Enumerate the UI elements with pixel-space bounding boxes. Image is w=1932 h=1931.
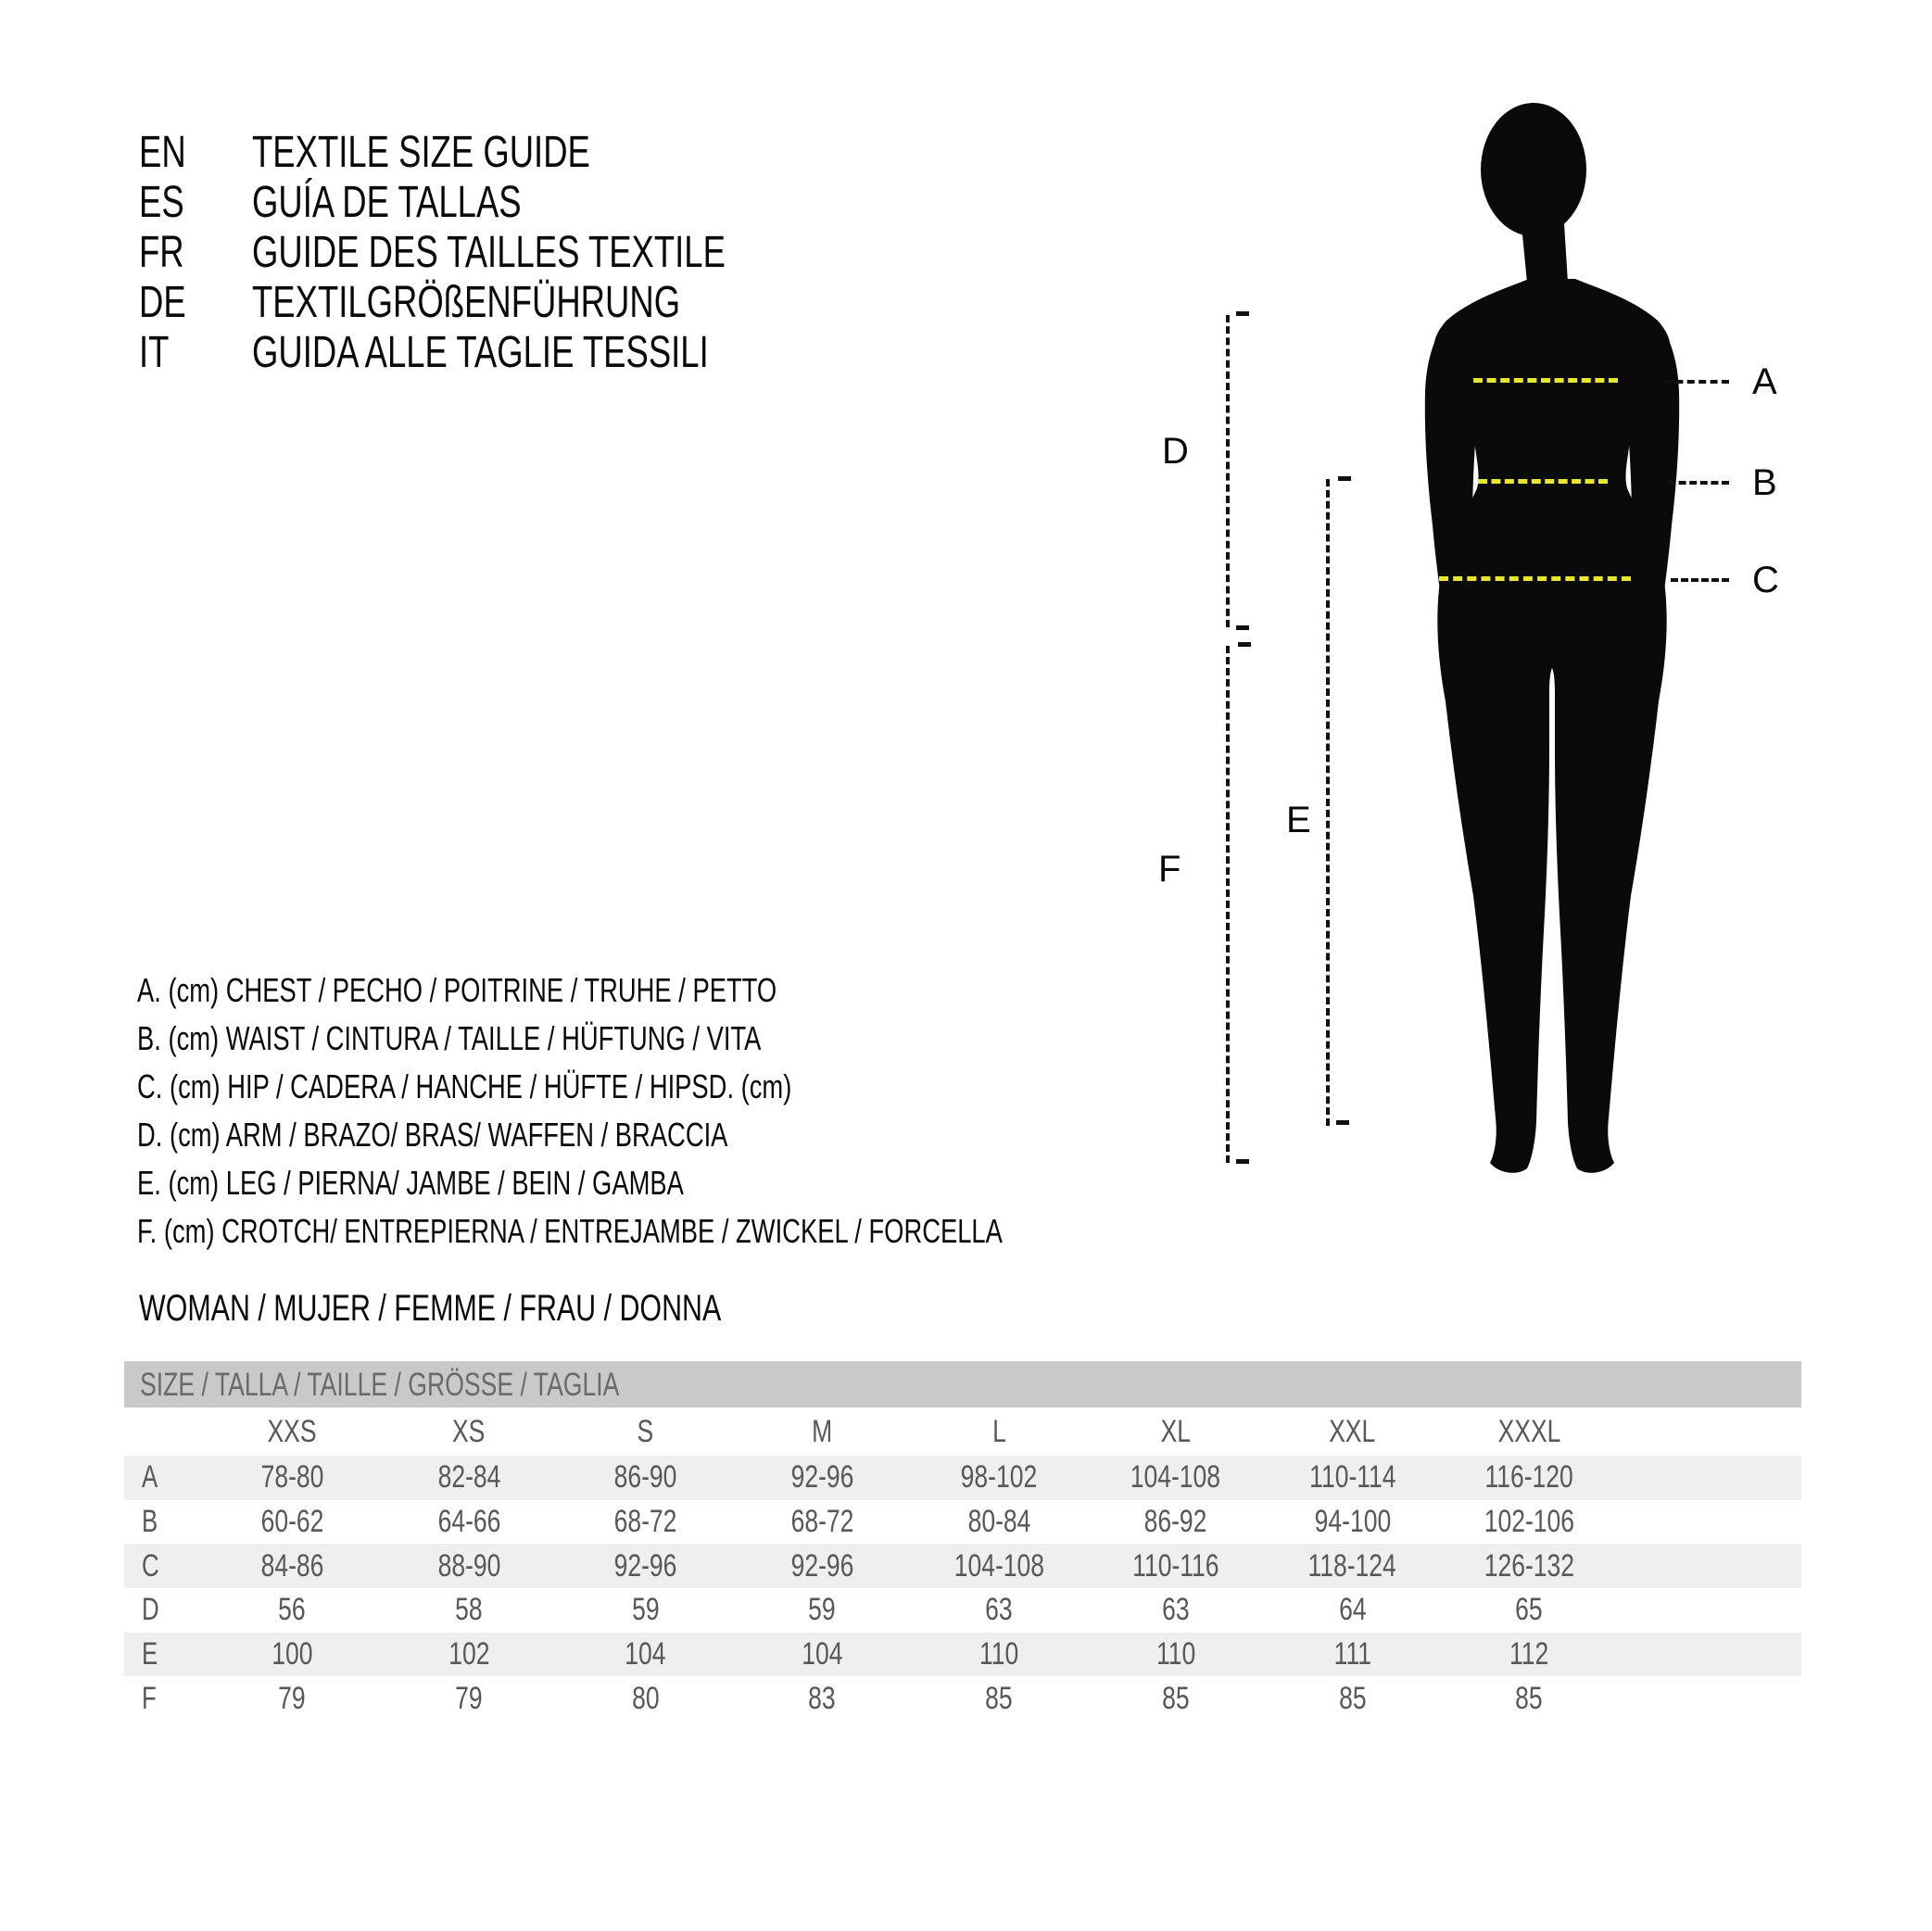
value-cell [734, 1548, 911, 1584]
value-cell [204, 1459, 381, 1496]
row-label [124, 1459, 204, 1496]
value-cell-text: 59 [808, 1592, 837, 1628]
value-cell [1264, 1548, 1441, 1584]
value-cell-text: 64-66 [437, 1504, 500, 1540]
value-cell-text: 92-96 [790, 1547, 854, 1584]
value-cell-text: 56 [278, 1592, 307, 1628]
language-code [139, 278, 252, 328]
value-cell [381, 1548, 558, 1584]
value-cell-text: 111 [1333, 1636, 1371, 1672]
value-cell [1087, 1681, 1264, 1717]
value-cell-text: 104-108 [953, 1547, 1044, 1584]
language-code-text: IT [139, 328, 170, 377]
size-cell-text: S [637, 1413, 654, 1449]
size-table-header [124, 1361, 1801, 1407]
language-code [139, 328, 252, 378]
arm-line-bottom-tick [1236, 625, 1249, 630]
value-cell [381, 1459, 558, 1496]
row-label-text: D [142, 1592, 159, 1628]
language-title-list [139, 128, 875, 378]
legend-item-text: C. (cm) HIP / CADERA / HANCHE / HÜFTE / HIPSD. (cm) [137, 1067, 792, 1105]
value-cell-text: 65 [1515, 1592, 1543, 1628]
language-title [252, 178, 606, 228]
value-cell [1087, 1636, 1264, 1672]
value-cell-text: 63 [1162, 1592, 1190, 1628]
value-cell [204, 1681, 381, 1717]
table-row [124, 1500, 1801, 1545]
size-table-header-text: SIZE / TALLA / TAILLE / GRÖSSE / TAGLIA [140, 1367, 620, 1403]
label-a: A [1752, 361, 1777, 402]
value-cell [911, 1592, 1088, 1628]
value-cell-text: 59 [631, 1592, 660, 1628]
language-row [139, 328, 875, 378]
row-label-text: E [142, 1636, 158, 1672]
value-cell [911, 1504, 1088, 1540]
language-title-text: GUIDE DES TAILLES TEXTILE [252, 228, 726, 277]
gender-section-title-text: WOMAN / MUJER / FEMME / FRAU / DONNA [139, 1288, 722, 1329]
size-cell [1441, 1414, 1618, 1450]
language-title [252, 228, 875, 278]
language-title [252, 128, 697, 178]
size-cell-text: XXXL [1497, 1413, 1561, 1449]
size-table [124, 1361, 1801, 1721]
value-cell [1087, 1548, 1264, 1584]
size-cell [911, 1414, 1088, 1450]
value-cell-text: 98-102 [960, 1459, 1038, 1496]
value-cell-text: 102 [448, 1636, 490, 1672]
size-cell [734, 1414, 911, 1450]
value-cell-text: 83 [808, 1680, 837, 1716]
value-cell-text: 86-92 [1143, 1504, 1207, 1540]
language-row [139, 128, 875, 178]
row-label [124, 1592, 204, 1628]
value-cell-text: 63 [985, 1592, 1013, 1628]
value-cell-text: 85 [1515, 1680, 1543, 1716]
language-title-text: TEXTILGRÖßENFÜHRUNG [252, 278, 681, 327]
value-cell-text: 110 [979, 1636, 1019, 1672]
row-label [124, 1681, 204, 1717]
crotch-line-top-tick [1238, 642, 1251, 647]
value-cell-text: 68-72 [790, 1504, 854, 1540]
language-code-text: ES [139, 178, 184, 227]
language-code-text: FR [139, 228, 184, 277]
language-title [252, 278, 815, 328]
language-row [139, 178, 875, 228]
language-title [252, 328, 852, 378]
leg-line-bottom-tick [1336, 1120, 1349, 1125]
size-cell-text: XXS [267, 1413, 317, 1449]
value-cell-text: 126-132 [1484, 1547, 1574, 1584]
value-cell-text: 58 [455, 1592, 483, 1628]
row-label-text: C [142, 1547, 159, 1584]
value-cell-text: 92-96 [790, 1459, 854, 1496]
label-e: E [1286, 800, 1311, 840]
value-cell-text: 88-90 [437, 1547, 500, 1584]
value-cell-text: 100 [271, 1636, 313, 1672]
size-table-body [124, 1456, 1801, 1721]
row-label-text: F [142, 1680, 157, 1716]
value-cell [204, 1548, 381, 1584]
value-cell-text: 112 [1509, 1636, 1549, 1672]
waist-measure-line [1478, 479, 1608, 484]
language-code-text: DE [139, 278, 186, 327]
chest-callout-dash [1664, 380, 1729, 384]
hip-callout-dash [1671, 578, 1729, 582]
size-cell-text: XL [1160, 1413, 1192, 1449]
value-cell-text: 118-124 [1307, 1547, 1397, 1584]
value-cell [381, 1681, 558, 1717]
label-d: D [1162, 431, 1189, 472]
legend-item-text: B. (cm) WAIST / CINTURA / TAILLE / HÜFTUNG / VITA [137, 1019, 762, 1057]
legend-item [137, 1111, 1276, 1159]
value-cell [1441, 1548, 1618, 1584]
legend-item-text: E. (cm) LEG / PIERNA/ JAMBE / BEIN / GAMBA [137, 1164, 684, 1202]
figure-neck [1522, 223, 1568, 283]
legend-item [137, 1207, 1276, 1256]
legend-item [137, 966, 1276, 1015]
row-label-text: A [142, 1459, 158, 1496]
value-cell [1264, 1592, 1441, 1628]
size-cell-text: XXL [1329, 1413, 1376, 1449]
legend-item [137, 1063, 1276, 1111]
size-cell [1264, 1414, 1441, 1450]
value-cell [1264, 1459, 1441, 1496]
language-row [139, 278, 875, 328]
value-cell [734, 1681, 911, 1717]
row-label [124, 1636, 204, 1672]
size-header-row [124, 1407, 1801, 1456]
legend-item-text: F. (cm) CROTCH/ ENTREPIERNA / ENTREJAMBE / ZWICKEL / FORCELLA [137, 1212, 1003, 1250]
value-cell-text: 104 [802, 1636, 843, 1672]
value-cell-text: 102-106 [1484, 1504, 1574, 1540]
size-cell-text: L [991, 1413, 1006, 1449]
value-cell [1441, 1459, 1618, 1496]
value-cell [911, 1459, 1088, 1496]
waist-callout-dash [1668, 481, 1729, 485]
hip-measure-line [1439, 576, 1631, 581]
size-cell-text: XS [452, 1413, 486, 1449]
value-cell-text: 110-114 [1308, 1459, 1396, 1496]
value-cell [1264, 1681, 1441, 1717]
value-cell [1441, 1592, 1618, 1628]
value-cell [734, 1636, 911, 1672]
size-cell-text: M [812, 1413, 833, 1449]
value-cell-text: 85 [1162, 1680, 1190, 1716]
value-cell-text: 85 [985, 1680, 1013, 1716]
table-row [124, 1676, 1801, 1721]
value-cell-text: 82-84 [437, 1459, 500, 1496]
value-cell [381, 1504, 558, 1540]
value-cell-text: 110 [1155, 1636, 1195, 1672]
language-title-text: TEXTILE SIZE GUIDE [252, 128, 590, 177]
legend-item-text: D. (cm) ARM / BRAZO/ BRAS/ WAFFEN / BRACCIA [137, 1116, 728, 1154]
label-b: B [1752, 462, 1777, 503]
leg-line-top-tick [1338, 476, 1351, 481]
value-cell-text: 85 [1338, 1680, 1367, 1716]
size-cell [557, 1414, 734, 1450]
language-title-text: GUIDA ALLE TAGLIE TESSILI [252, 328, 709, 377]
legend-item-text: A. (cm) CHEST / PECHO / POITRINE / TRUHE / PETTO [137, 971, 777, 1009]
value-cell-text: 64 [1338, 1592, 1367, 1628]
value-cell [557, 1504, 734, 1540]
value-cell [734, 1459, 911, 1496]
value-cell [557, 1459, 734, 1496]
value-cell-text: 110-116 [1132, 1547, 1219, 1584]
legend-item [137, 1159, 1276, 1207]
value-cell [204, 1504, 381, 1540]
value-cell [557, 1592, 734, 1628]
value-cell [734, 1504, 911, 1540]
row-label [124, 1504, 204, 1540]
value-cell-text: 68-72 [613, 1504, 677, 1540]
value-cell-text: 92-96 [613, 1547, 677, 1584]
leg-measure-line [1326, 479, 1330, 1126]
value-cell [204, 1636, 381, 1672]
value-cell-text: 104-108 [1130, 1459, 1221, 1496]
value-cell [381, 1592, 558, 1628]
language-code-text: EN [139, 128, 186, 177]
arm-measure-line [1226, 315, 1230, 627]
size-cell [381, 1414, 558, 1450]
value-cell [911, 1548, 1088, 1584]
value-cell [557, 1548, 734, 1584]
value-cell [1087, 1504, 1264, 1540]
table-row [124, 1544, 1801, 1588]
value-cell [1441, 1504, 1618, 1540]
table-row [124, 1588, 1801, 1633]
value-cell-text: 79 [278, 1680, 307, 1716]
language-code [139, 228, 252, 278]
value-cell [1264, 1636, 1441, 1672]
language-code [139, 128, 252, 178]
value-cell-text: 86-90 [613, 1459, 677, 1496]
value-cell [1087, 1592, 1264, 1628]
value-cell-text: 78-80 [260, 1459, 324, 1496]
value-cell-text: 94-100 [1314, 1504, 1391, 1540]
value-cell [911, 1681, 1088, 1717]
gender-section-title [139, 1288, 905, 1329]
value-cell [557, 1681, 734, 1717]
value-cell [911, 1636, 1088, 1672]
figure-head [1481, 103, 1586, 236]
value-cell [1264, 1504, 1441, 1540]
value-cell-text: 60-62 [260, 1504, 324, 1540]
value-cell [734, 1592, 911, 1628]
table-row [124, 1456, 1801, 1500]
legend-item [137, 1015, 1276, 1063]
woman-silhouette-figure [1418, 97, 1686, 1177]
arm-line-top-tick [1236, 311, 1249, 316]
value-cell-text: 80 [631, 1680, 660, 1716]
value-cell [1441, 1636, 1618, 1672]
label-c: C [1752, 560, 1779, 600]
row-label [124, 1548, 204, 1584]
language-title-text: GUÍA DE TALLAS [252, 178, 522, 227]
value-cell-text: 104 [625, 1636, 666, 1672]
value-cell-text: 116-120 [1484, 1459, 1573, 1496]
value-cell-text: 84-86 [260, 1547, 324, 1584]
value-cell [557, 1636, 734, 1672]
language-row [139, 228, 875, 278]
value-cell [1087, 1459, 1264, 1496]
size-cell [1087, 1414, 1264, 1450]
value-cell-text: 79 [455, 1680, 483, 1716]
label-f: F [1158, 849, 1181, 890]
language-code [139, 178, 252, 228]
value-cell [381, 1636, 558, 1672]
value-cell-text: 80-84 [967, 1504, 1031, 1540]
value-cell [204, 1592, 381, 1628]
measurement-legend [137, 966, 1276, 1256]
size-cell [204, 1414, 381, 1450]
value-cell [1441, 1681, 1618, 1717]
table-row [124, 1633, 1801, 1677]
row-label-text: B [142, 1504, 158, 1540]
chest-measure-line [1473, 378, 1618, 383]
